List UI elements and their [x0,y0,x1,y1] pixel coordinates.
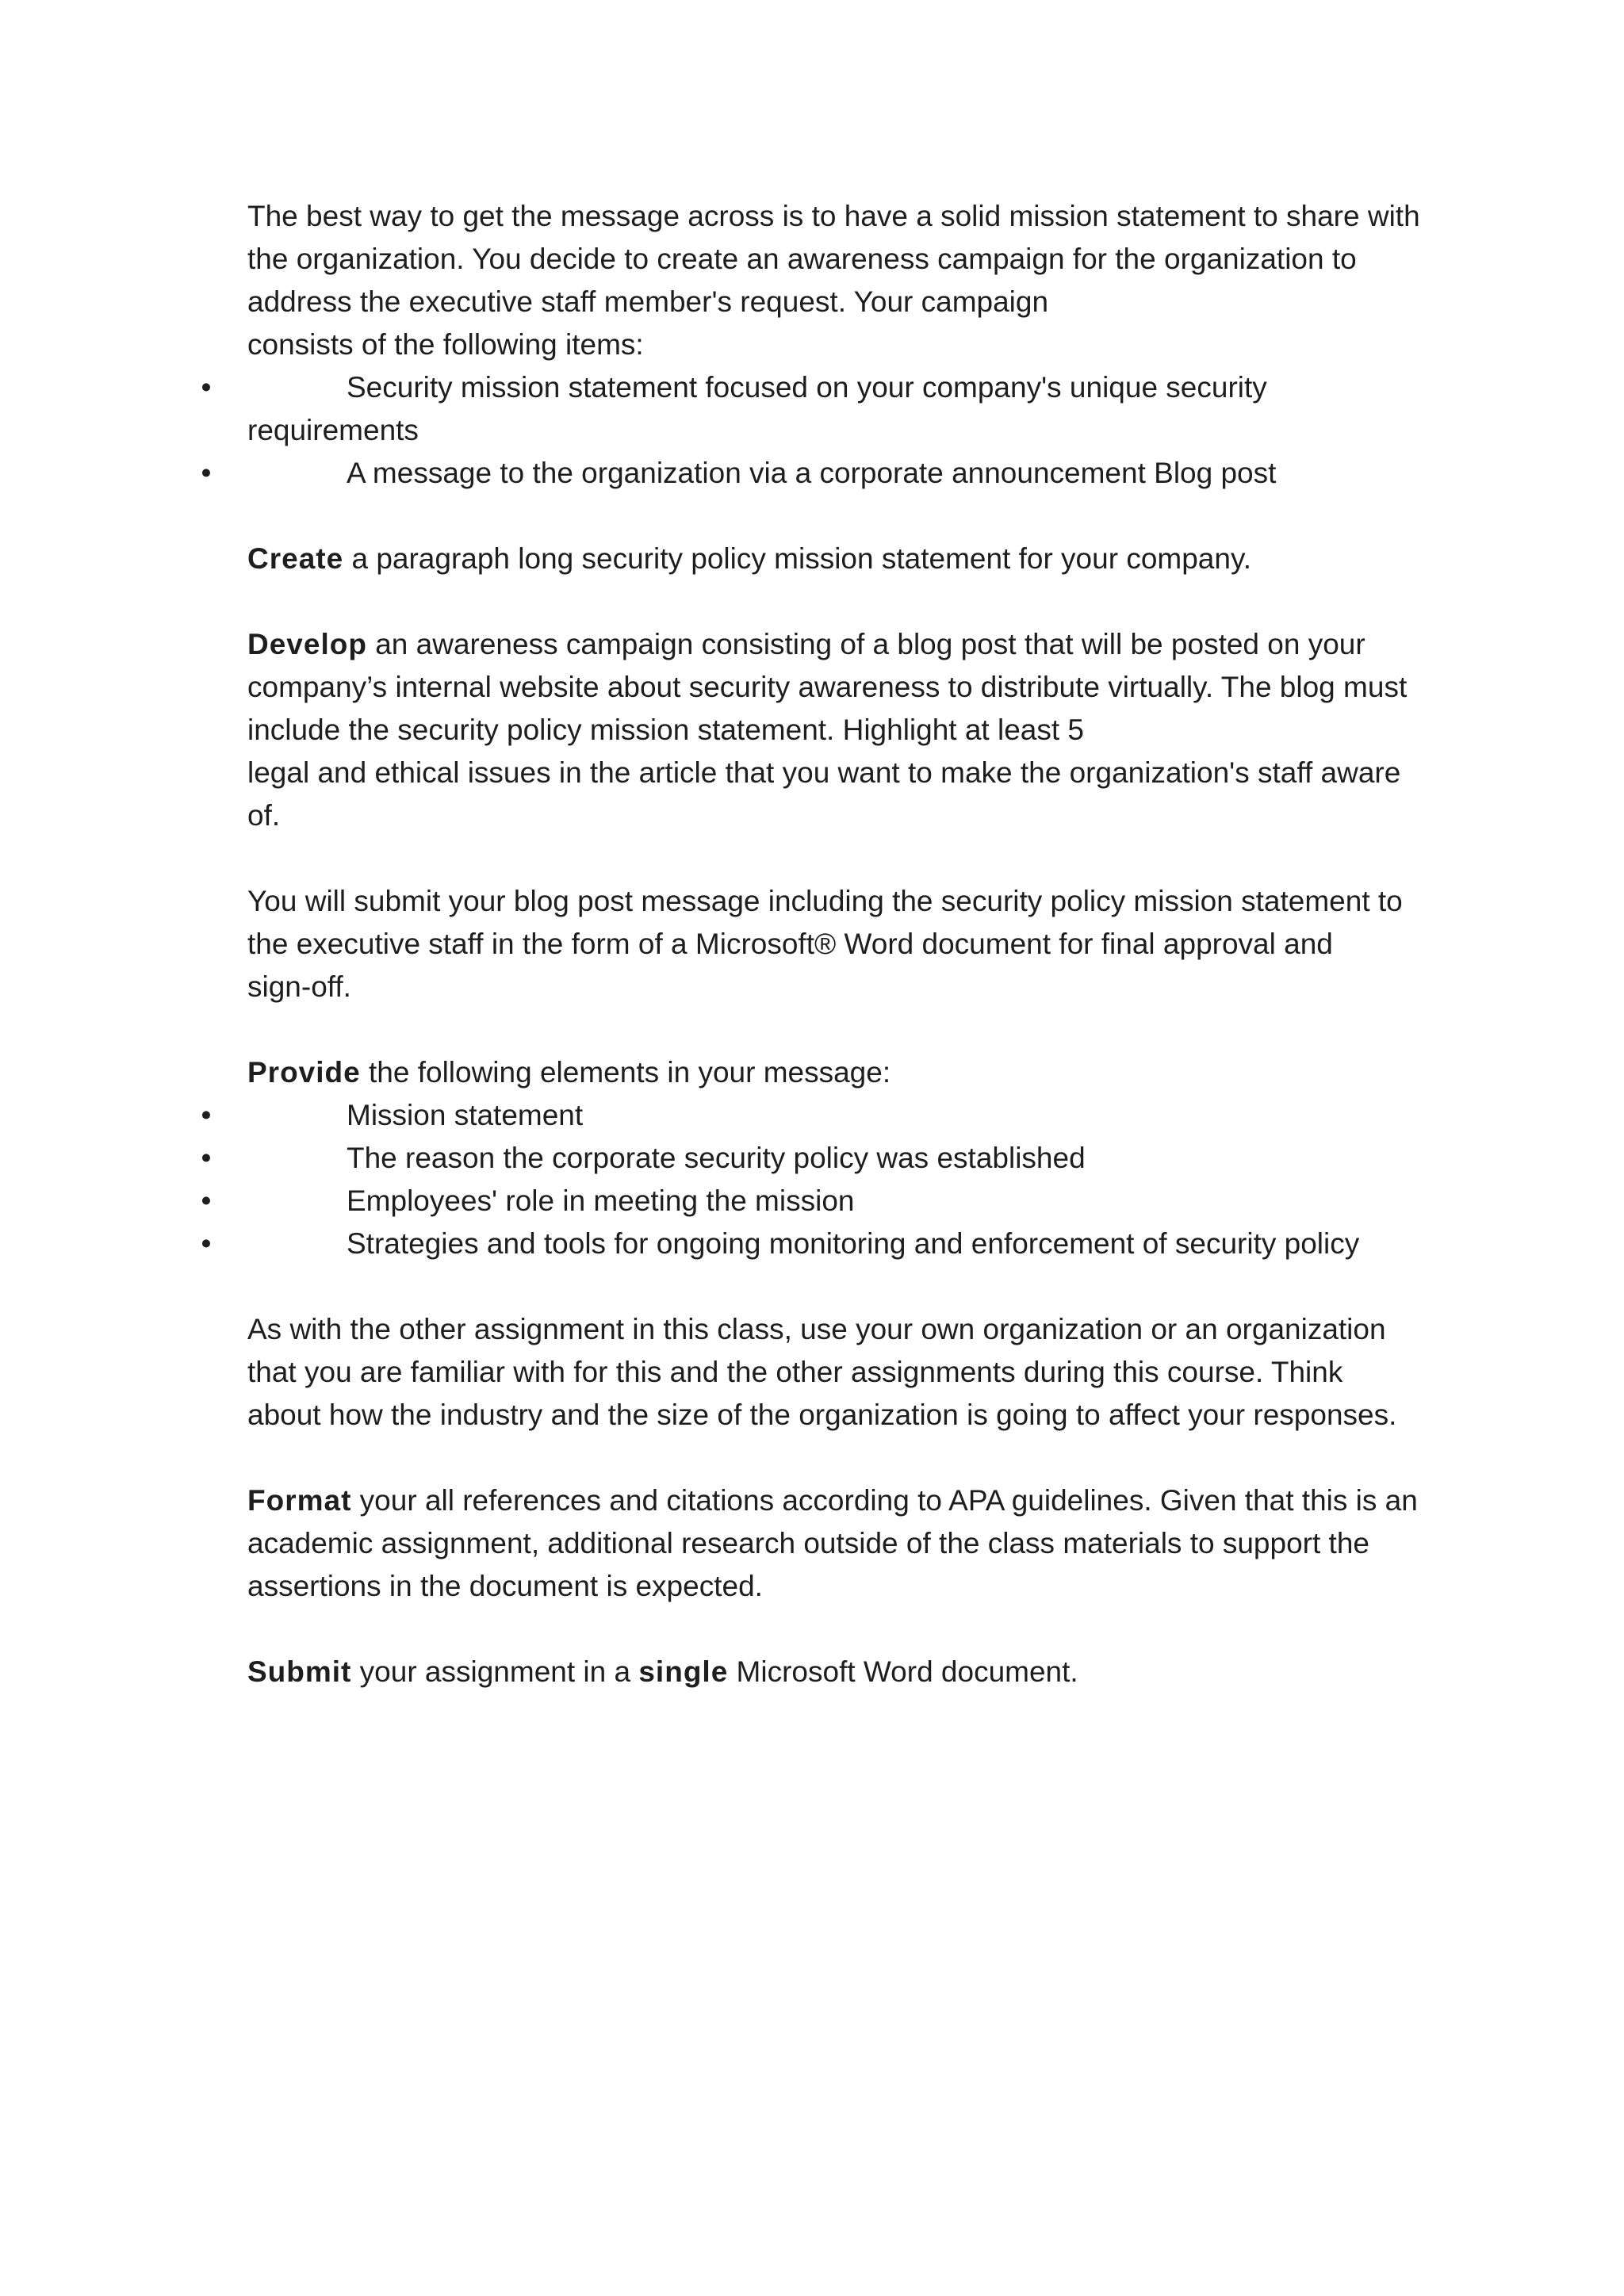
paragraph-gap [247,837,1405,880]
format-keyword: Format [247,1484,352,1517]
format-paragraph [247,1479,1418,1608]
provide-text: the following elements in your message: [360,1056,891,1089]
final-text-middle: your assignment in a [351,1655,639,1688]
develop-line: company’s internal website about security awareness to distribute virtually. The blog must [247,671,1408,703]
develop-line: include the security policy mission statement. Highlight at least 5 [247,714,1085,746]
create-keyword: Create [247,542,344,575]
intro-line: the organization. You decide to create an awareness campaign for the organization to [247,243,1357,275]
final-text-end: Microsoft Word document. [728,1655,1078,1688]
list-item [201,1180,1405,1223]
final-paragraph [247,1651,1405,1693]
intro-line: consists of the following items: [247,328,644,361]
intro-paragraph [247,195,1420,366]
list-item [201,452,1405,495]
develop-line: legal and ethical issues in the article that you want to make the organization's staff aware [247,756,1401,789]
submit-keyword: Submit [247,1655,352,1688]
develop-text: an awareness campaign consisting of a blog post that will be posted on your [366,628,1365,660]
list-item-text: Employees' role in meeting the mission [347,1184,855,1217]
paragraph-gap [247,495,1405,538]
paragraph-gap [247,1608,1405,1651]
document-body [201,195,1420,1693]
format-line [247,1479,1418,1522]
submission-line: the executive staff in the form of a Microsoft® Word document for final approval and [247,928,1333,960]
organization-line: that you are familiar with for this and the other assignments during this course. Think [247,1356,1343,1388]
list-item [201,1094,1405,1137]
submission-line: You will submit your blog post message including the security policy mission statement to [247,885,1403,917]
format-line: assertions in the document is expected. [247,1570,763,1602]
list-item-text: Strategies and tools for ongoing monitoring and enforcement of security policy [347,1227,1360,1260]
list-item [201,1137,1405,1180]
intro-line: address the executive staff member's request. Your campaign [247,285,1049,318]
list-item [201,1223,1405,1265]
list-item-text: The reason the corporate security policy was established [347,1142,1086,1174]
single-keyword: single [638,1655,729,1688]
organization-line: about how the industry and the size of the organization is going to affect your responses. [247,1399,1397,1431]
list-item-text: Security mission statement focused on your company's unique security [347,371,1267,404]
organization-paragraph [247,1308,1405,1437]
bullet-icon: • [201,457,212,489]
develop-keyword: Develop [247,628,367,660]
campaign-items-list [201,366,1405,495]
paragraph-gap [247,1437,1405,1479]
format-text: your all references and citations according to APA guidelines. Given that this is an [351,1484,1418,1517]
paragraph-gap [247,580,1405,623]
intro-line: The best way to get the message across is to have a solid mission statement to share with [247,200,1420,232]
create-paragraph [247,538,1405,580]
bullet-icon: • [201,371,212,404]
develop-line [247,623,1405,666]
provide-keyword: Provide [247,1056,361,1089]
create-text: a paragraph long security policy mission statement for your company. [343,542,1251,575]
organization-line: As with the other assignment in this class, use your own organization or an organization [247,1313,1386,1345]
submission-line: sign-off. [247,970,351,1003]
list-item [201,366,1405,409]
bullet-icon: • [201,1227,212,1260]
list-item-text: A message to the organization via a corporate announcement Blog post [347,457,1277,489]
paragraph-gap [247,1008,1405,1051]
bullet-icon: • [201,1142,212,1174]
create-line [247,538,1405,580]
final-line [247,1651,1405,1693]
develop-line: of. [247,799,281,832]
provide-line [247,1051,1405,1094]
bullet-icon: • [201,1184,212,1217]
submission-paragraph [247,880,1405,1008]
list-item-continuation: requirements [247,414,419,446]
bullet-icon: • [201,1099,212,1131]
paragraph-gap [247,1265,1405,1308]
format-line: academic assignment, additional research outside of the class materials to support the [247,1527,1369,1559]
provide-paragraph [201,1051,1405,1265]
list-item-text: Mission statement [347,1099,584,1131]
develop-paragraph [247,623,1408,837]
